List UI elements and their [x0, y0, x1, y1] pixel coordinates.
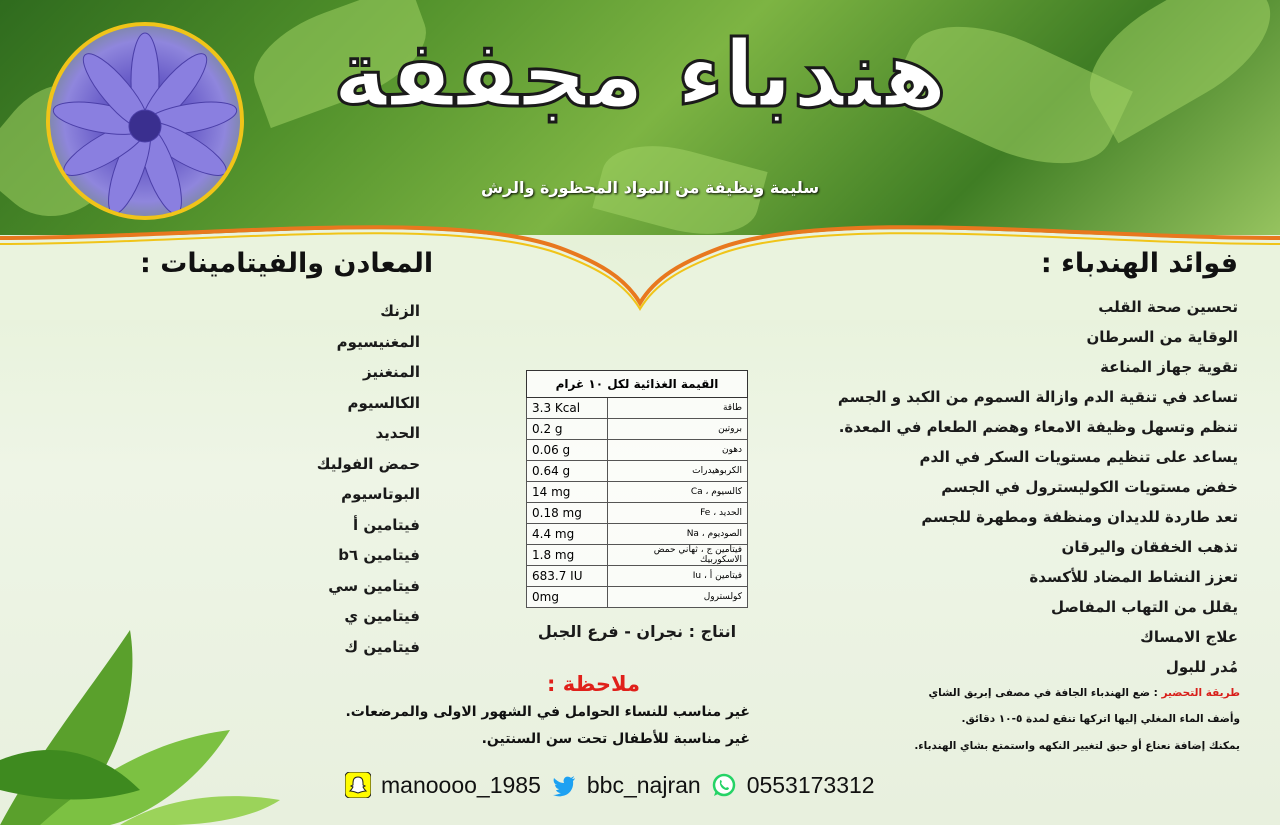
preparation-label: طريقة التحضير [1161, 687, 1240, 699]
nutrition-label: فيتامين ج ، ثهاني حمض الاسكوربيك [608, 545, 748, 566]
list-item: تساعد في تنقية الدم وازالة السموم من الكبد و الجسم [837, 388, 1238, 406]
list-item: فيتامين أ [353, 515, 420, 534]
table-row [527, 398, 748, 419]
nutrition-label: دهون [608, 440, 748, 461]
nutrition-label: الصوديوم ، Na [608, 524, 748, 545]
list-item: الزنك [380, 302, 420, 320]
list-item: المنغنيز [363, 363, 420, 381]
nutrition-table [526, 370, 748, 608]
list-item: تعزز النشاط المضاد للأكسدة [1029, 568, 1238, 586]
corner-leaves-decoration [0, 630, 280, 825]
list-item: مُدر للبول [1165, 658, 1238, 676]
table-row [527, 440, 748, 461]
list-item: يقلل من التهاب المفاصل [1050, 598, 1238, 616]
snapchat-icon[interactable] [345, 772, 371, 798]
nutrition-label: الكربوهيدرات [608, 461, 748, 482]
chicory-flower-image [46, 22, 244, 220]
nutrition-value: 4.4 mg [527, 524, 608, 545]
note-title: ملاحظة : [547, 672, 640, 696]
nutrition-label: طاقة [608, 398, 748, 419]
list-item: تقوية جهاز المناعة [1100, 358, 1238, 376]
table-row [527, 524, 748, 545]
nutrition-value: 1.8 mg [527, 545, 608, 566]
whatsapp-icon[interactable] [711, 772, 737, 798]
list-item: البوتاسيوم [341, 485, 420, 503]
nutrition-label: كولسترول [608, 587, 748, 608]
benefits-list [818, 292, 1238, 682]
nutrition-value: 0.2 g [527, 419, 608, 440]
whatsapp-number[interactable]: 0553173312 [746, 771, 875, 798]
production-origin: انتاج : نجران - فرع الجبل [537, 622, 737, 641]
minerals-list [250, 296, 420, 662]
list-item: تذهب الخفقان واليرقان [1061, 538, 1238, 556]
preparation-line: يمكنك إضافة نعناع أو حبق لتغيير النكهه واستمتع بشاي الهندباء. [914, 740, 1240, 752]
table-header-row [527, 371, 748, 398]
benefits-heading: فوائد الهندباء : [1040, 248, 1238, 279]
table-row [527, 419, 748, 440]
list-item: تعد طاردة للديدان ومنظفة ومطهرة للجسم [921, 508, 1238, 526]
note-line: غير مناسبة للأطفال تحت سن السنتين. [481, 731, 750, 747]
nutrition-value: 0.06 g [527, 440, 608, 461]
nutrition-value: 0mg [527, 587, 608, 608]
list-item: الوقاية من السرطان [1086, 328, 1238, 346]
list-item: المغنيسيوم [336, 332, 420, 351]
nutrition-value: 3.3 Kcal [527, 398, 608, 419]
list-item: فيتامين ك [344, 637, 420, 656]
list-item: علاج الامساك [1140, 628, 1238, 646]
snapchat-handle[interactable]: manoooo_1985 [381, 771, 541, 798]
table-row [527, 482, 748, 503]
table-row [527, 503, 748, 524]
nutrition-heading: القيمة الغذائية لكل ١٠ غرام [527, 371, 748, 398]
nutrition-value: 14 mg [527, 482, 608, 503]
list-item: تحسين صحة القلب [1098, 298, 1238, 316]
list-item: فيتامين b٦ [338, 546, 420, 564]
twitter-icon[interactable] [551, 772, 577, 798]
nutrition-label: الحديد ، Fe [608, 503, 748, 524]
note-line: غير مناسب للنساء الحوامل في الشهور الاولى والمرضعات. [345, 704, 750, 720]
list-item: فيتامين سي [328, 576, 420, 595]
list-item: حمض الفوليك [316, 454, 420, 473]
nutrition-value: 0.18 mg [527, 503, 608, 524]
preparation-line [820, 687, 1240, 699]
preparation-text: : ضع الهندباء الجافة في مصفى إبريق الشاي [928, 687, 1162, 699]
list-item: خفض مستويات الكوليسترول في الجسم [941, 478, 1238, 496]
list-item: تنظم وتسهل وظيفة الامعاء وهضم الطعام في المعدة. [838, 418, 1238, 436]
list-item: فيتامين ي [344, 607, 420, 625]
table-row [527, 587, 748, 608]
table-row [527, 461, 748, 482]
table-row [527, 566, 748, 587]
minerals-heading: المعادن والفيتامينات : [140, 248, 434, 279]
list-item: الحديد [375, 424, 420, 442]
nutrition-label: بروتين [608, 419, 748, 440]
nutrition-value: 0.64 g [527, 461, 608, 482]
list-item: يساعد على تنظيم مستويات السكر في الدم [919, 448, 1238, 466]
product-subtitle: سليمة ونظيفة من المواد المحظورة والرش [480, 178, 820, 197]
nutrition-label: كالسيوم ، Ca [608, 482, 748, 503]
contact-bar [345, 768, 945, 802]
product-title: هندباء مجففة [332, 21, 948, 128]
nutrition-label: فيتامين أ ، Iu [608, 566, 748, 587]
nutrition-value: 683.7 IU [527, 566, 608, 587]
table-row [527, 545, 748, 566]
twitter-handle[interactable]: bbc_najran [586, 771, 701, 798]
list-item: الكالسيوم [347, 393, 420, 412]
preparation-line: وأضف الماء المغلي إليها اتركها تنقع لمدة ٥-١٠ دقائق. [961, 713, 1240, 725]
